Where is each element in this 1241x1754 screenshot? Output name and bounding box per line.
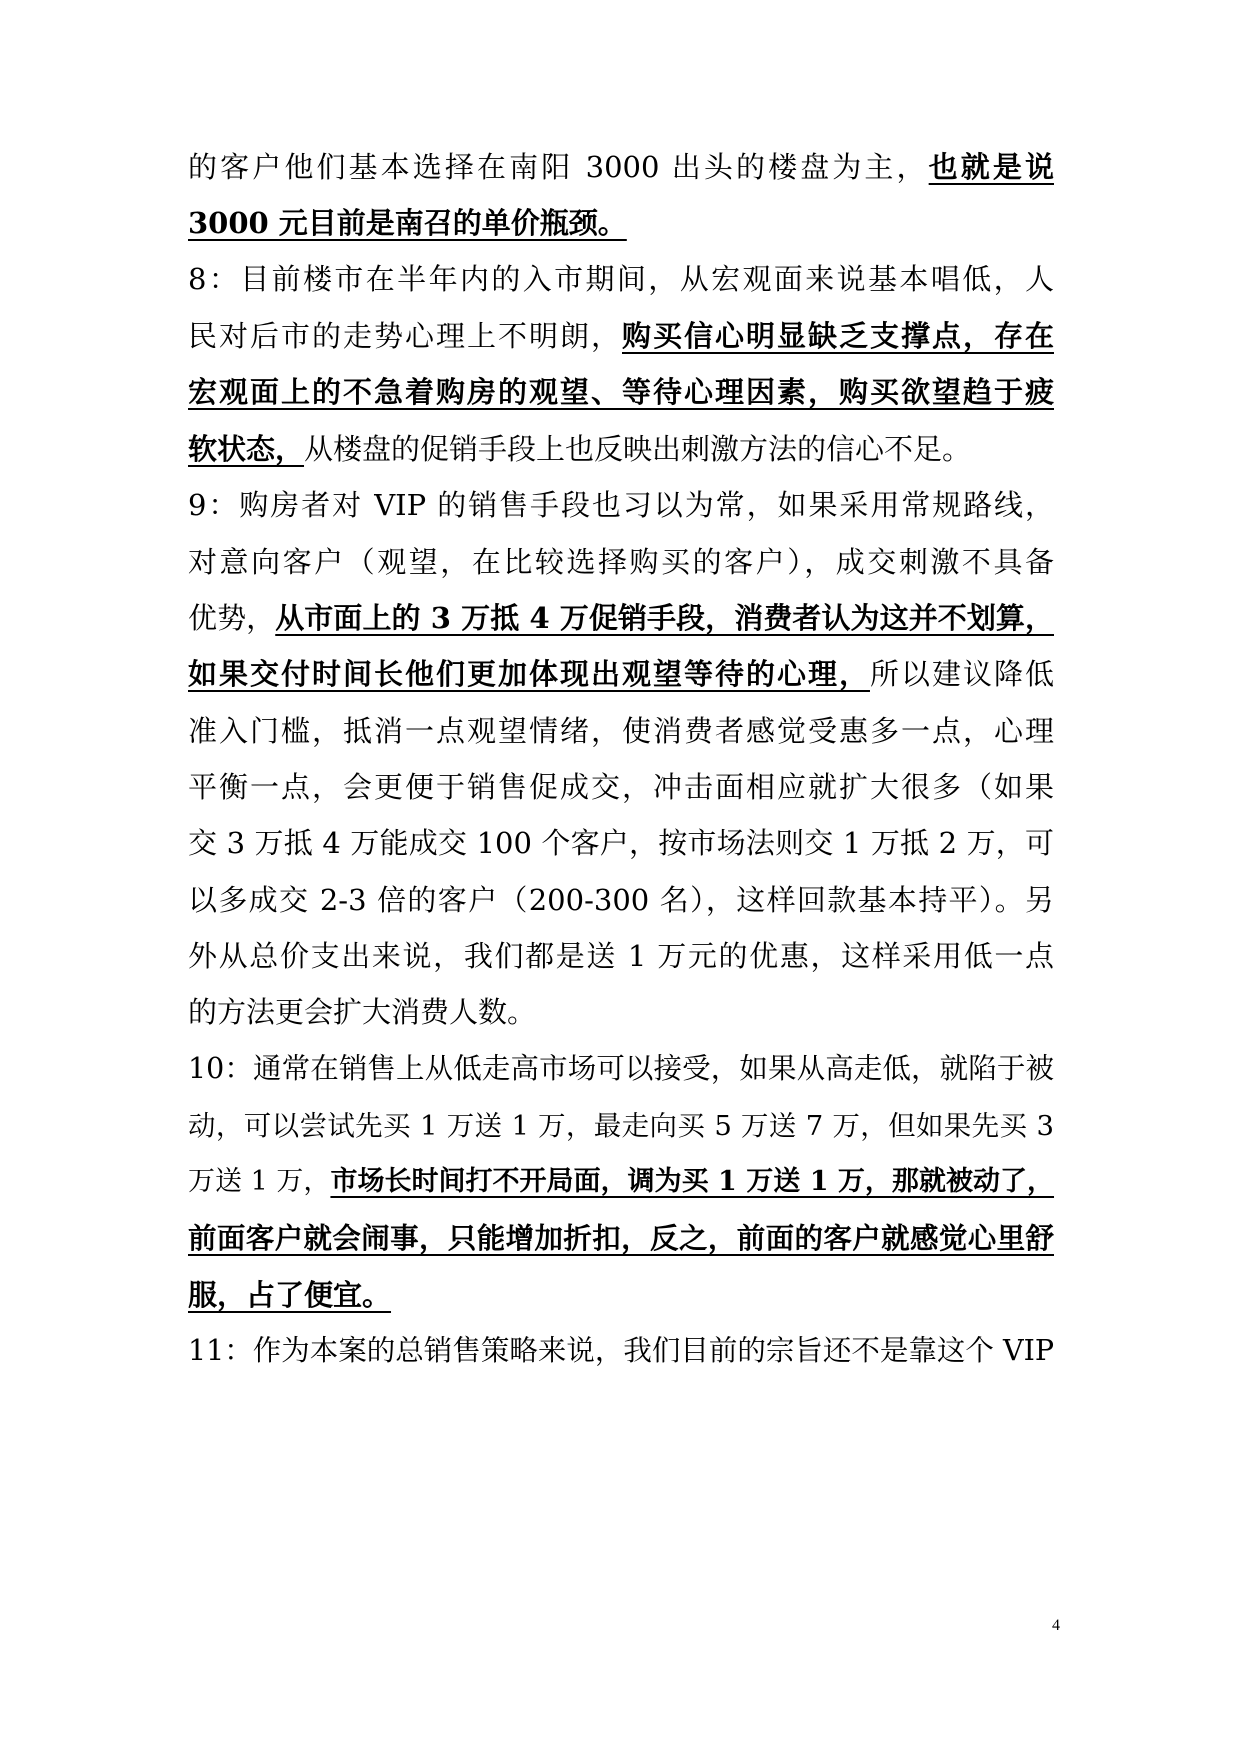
text-line [188,485,1054,525]
text-segment: 9：购房者对 VIP 的销售手段也习以为常，如果采用常规路线， [188,488,1054,522]
text-segment: 平衡一点，会更便于销售促成交，冲击面相应就扩大很多（如果 [188,770,1054,804]
emphasized-text: 服，占了便宜。 [188,1278,392,1312]
emphasized-text: 前面客户就会闹事，只能增加折扣，反之，前面的客户就感觉心里舒 [188,1221,1054,1255]
text-segment: 万送 1 万， [188,1166,331,1197]
text-segment: 的方法更会扩大消费人数。 [188,995,537,1029]
emphasized-text: 购买信心明显缺乏支撑点，存在 [622,319,1054,353]
text-line [188,203,1054,243]
emphasized-text: 软状态， [188,432,305,466]
text-segment: 交 3 万抵 4 万能成交 100 个客户，按市场法则交 1 万抵 2 万，可 [188,826,1054,860]
text-line [188,372,1054,412]
text-segment: 动，可以尝试先买 1 万送 1 万，最走向买 5 万送 7 万，但如果先买 3 [188,1110,1054,1142]
emphasized-text: 从市面上的 3 万抵 4 万促销手段，消费者认为这并不划算， [275,601,1054,635]
text-segment: 从楼盘的促销手段上也反映出刺激方法的信心不足。 [304,432,972,466]
text-line [188,1275,1054,1315]
text-line [188,598,1054,638]
text-segment: 优势， [188,601,276,635]
text-line [188,992,1054,1032]
text-line [188,429,1054,469]
text-line [188,823,1054,863]
text-line [188,654,1054,694]
text-segment: 10：通常在销售上从低走高市场可以接受，如果从高走低，就陷于被 [188,1052,1054,1085]
text-line [188,259,1054,299]
emphasized-text: 3000 元目前是南召的单价瓶颈。 [188,206,627,240]
text-line [188,711,1054,751]
text-line [188,767,1054,807]
text-line [188,316,1054,356]
emphasized-text: 市场长时间打不开局面，调为买 1 万送 1 万，那就被动了， [330,1166,1055,1197]
text-line [188,1106,1054,1146]
text-line [188,1218,1054,1258]
text-segment: 所以建议降低 [869,657,1054,691]
text-line [188,1162,1054,1202]
text-line [188,880,1054,920]
text-segment: 对意向客户（观望，在比较选择购买的客户），成交刺激不具备 [188,545,1054,579]
text-line [188,936,1054,976]
text-segment: 外从总价支出来说，我们都是送 1 万元的优惠，这样采用低一点 [188,939,1054,973]
emphasized-text: 也就是说 [928,150,1054,184]
emphasized-text: 如果交付时间长他们更加体现出观望等待的心理， [188,657,870,691]
text-segment: 的客户他们基本选择在南阳 3000 出头的楼盘为主， [188,150,929,184]
text-line [188,1331,1054,1371]
text-line [188,542,1054,582]
text-segment: 11：作为本案的总销售策略来说，我们目前的宗旨还不是靠这个 VIP [188,1334,1054,1367]
text-line [188,1049,1054,1089]
page-number: 4 [1052,1617,1060,1634]
text-segment: 8：目前楼市在半年内的入市期间，从宏观面来说基本唱低，人 [188,262,1054,296]
emphasized-text: 宏观面上的不急着购房的观望、等待心理因素，购买欲望趋于疲 [188,375,1054,409]
text-segment: 以多成交 2-3 倍的客户（200-300 名），这样回款基本持平）。另 [188,883,1054,917]
text-segment: 民对后市的走势心理上不明朗， [188,319,622,353]
text-line [188,147,1054,187]
text-segment: 准入门槛，抵消一点观望情绪，使消费者感觉受惠多一点，心理 [188,714,1054,748]
